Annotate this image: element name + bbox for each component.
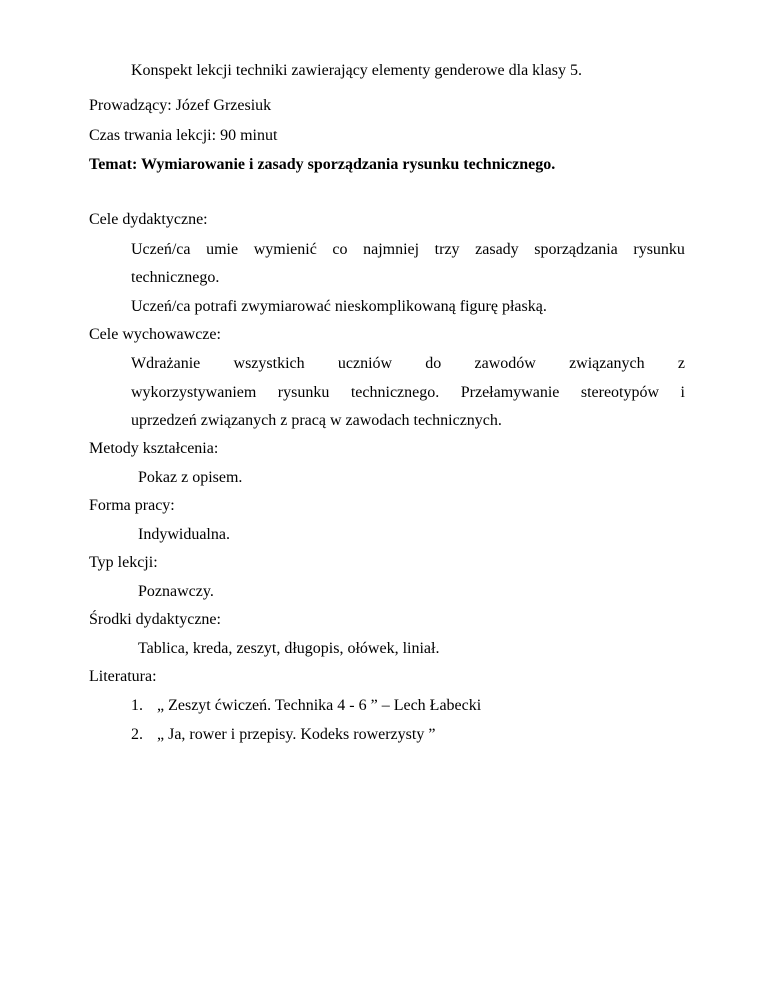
- word: sporządzania: [534, 241, 618, 258]
- literature-item-text: „ Ja, rower i przepisy. Kodeks rowerzysty ”: [157, 726, 436, 743]
- didactic-goal-1-line-2: technicznego.: [131, 269, 220, 286]
- educational-goal-line-2: [131, 383, 685, 403]
- word: związanych: [569, 355, 645, 372]
- teacher-line: Prowadzący: Józef Grzesiuk: [89, 97, 272, 114]
- word: do: [425, 355, 442, 372]
- resources-heading: Środki dydaktyczne:: [89, 611, 221, 628]
- literature-item-text: „ Zeszyt ćwiczeń. Technika 4 - 6 ” – Lech Łabecki: [157, 697, 482, 714]
- list-number: 2.: [131, 726, 143, 743]
- duration-line: Czas trwania lekcji: 90 minut: [89, 127, 278, 144]
- word: co: [332, 241, 348, 258]
- word: wykorzystywaniem: [131, 384, 257, 401]
- form-heading: Forma pracy:: [89, 497, 175, 514]
- lesson-type-value: Poznawczy.: [138, 583, 214, 600]
- word: Uczeń/ca: [131, 241, 191, 258]
- word: wszystkich: [233, 355, 305, 372]
- didactic-goals-heading: Cele dydaktyczne:: [89, 211, 208, 228]
- methods-value: Pokaz z opisem.: [138, 469, 243, 486]
- resources-value: Tablica, kreda, zeszyt, długopis, ołówek, liniał.: [138, 640, 440, 657]
- word: rysunku: [277, 384, 330, 401]
- word: technicznego.: [350, 384, 440, 401]
- word: rysunku: [633, 241, 685, 258]
- didactic-goal-2: Uczeń/ca potrafi zwymiarować nieskomplikowaną figurę płaską.: [131, 298, 547, 315]
- lesson-type-heading: Typ lekcji:: [89, 554, 158, 571]
- educational-goals-heading: Cele wychowawcze:: [89, 326, 221, 343]
- word: zawodów: [474, 355, 536, 372]
- word: uczniów: [337, 355, 393, 372]
- word: stereotypów: [580, 384, 660, 401]
- word: wymienić: [253, 241, 317, 258]
- literature-item: [131, 696, 481, 716]
- topic-line: Temat: Wymiarowanie i zasady sporządzania rysunku technicznego.: [89, 156, 556, 173]
- literature-heading: Literatura:: [89, 668, 157, 685]
- word: zasady: [475, 241, 519, 258]
- word: Wdrażanie: [131, 355, 201, 372]
- word: i: [680, 384, 685, 401]
- word: z: [677, 355, 685, 372]
- document-title: Konspekt lekcji techniki zawierający elementy genderowe dla klasy 5.: [131, 62, 582, 79]
- educational-goal-line-1: [131, 354, 685, 374]
- word: umie: [206, 241, 239, 258]
- methods-heading: Metody kształcenia:: [89, 440, 219, 457]
- didactic-goal-1-line-1: [131, 240, 685, 260]
- word: najmniej: [363, 241, 420, 258]
- list-number: 1.: [131, 697, 143, 714]
- literature-item: [131, 725, 435, 745]
- word: trzy: [434, 241, 460, 258]
- educational-goal-line-3: uprzedzeń związanych z pracą w zawodach technicznych.: [131, 412, 502, 429]
- form-value: Indywidualna.: [138, 526, 230, 543]
- word: Przełamywanie: [460, 384, 560, 401]
